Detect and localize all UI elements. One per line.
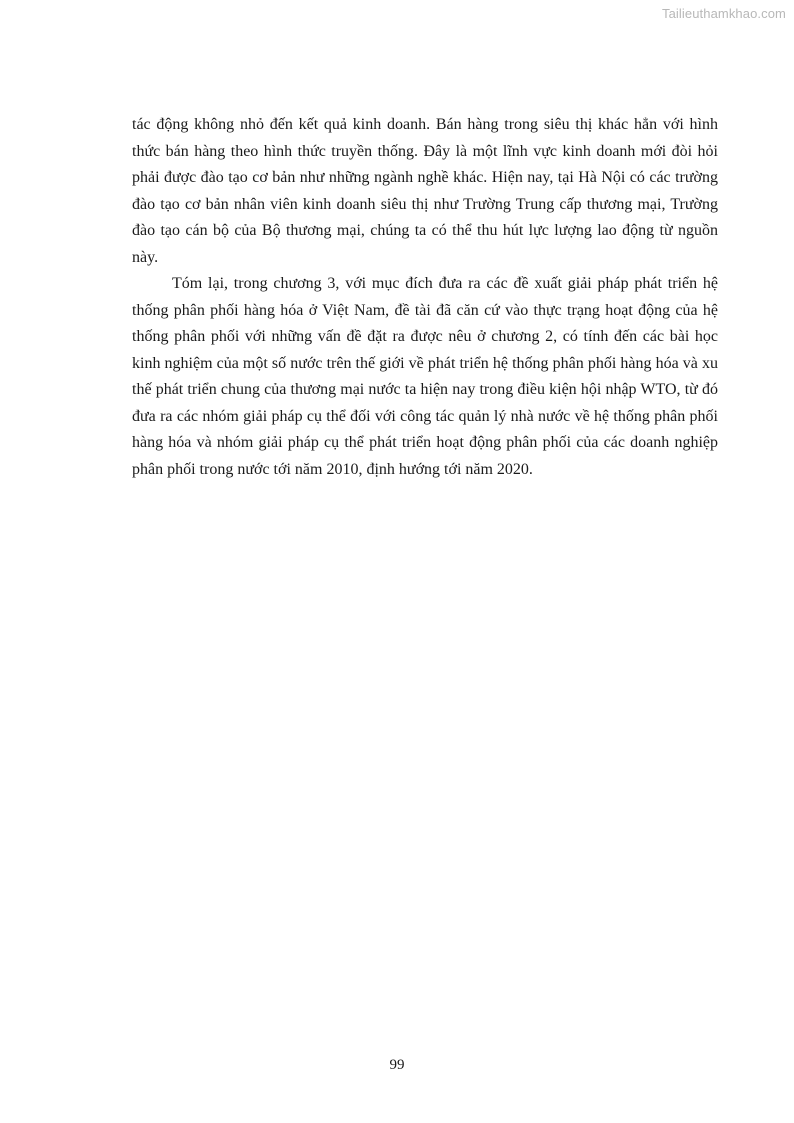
paragraph-summary: Tóm lại, trong chương 3, với mục đích đưa ra các đề xuất giải pháp phát triển hệ thống phân phối hàng hóa ở Việt Nam, đề tài đã căn cứ vào thực trạng hoạt động của hệ thống phân phối với những vấn đề đặt ra được nêu ở chương 2, có tính đến các bài học kinh nghiệm của một số nước trên thế giới về phát triển hệ thống phân phối hàng hóa và xu thế phát triển chung của thương mại nước ta hiện nay trong điều kiện hội nhập WTO, từ đó đưa ra các nhóm giải pháp cụ thể đối với công tác quản lý nhà nước về hệ thống phân phối hàng hóa và nhóm giải pháp cụ thể phát triển hoạt động phân phối của các doanh nghiệp phân phối trong nước tới năm 2010, định hướng tới năm 2020. (132, 275, 718, 478)
page-number: 99 (389, 1057, 405, 1073)
watermark-text: Tailieuthamkhao.com (661, 6, 786, 21)
document-body (132, 112, 718, 483)
paragraph-continuation: tác động không nhỏ đến kết quả kinh doanh. Bán hàng trong siêu thị khác hẳn với hình thức bán hàng theo hình thức truyền thống. Đây là một lĩnh vực kinh doanh mới đòi hỏi phải được đào tạo cơ bản như những ngành nghề khác. Hiện nay, tại Hà Nội có các trường đào tạo cơ bản nhân viên kinh doanh siêu thị như Trường Trung cấp thương mại, Trường đào tạo cán bộ của Bộ thương mại, chúng ta có thể thu hút lực lượng lao động từ nguồn này. (132, 116, 718, 266)
